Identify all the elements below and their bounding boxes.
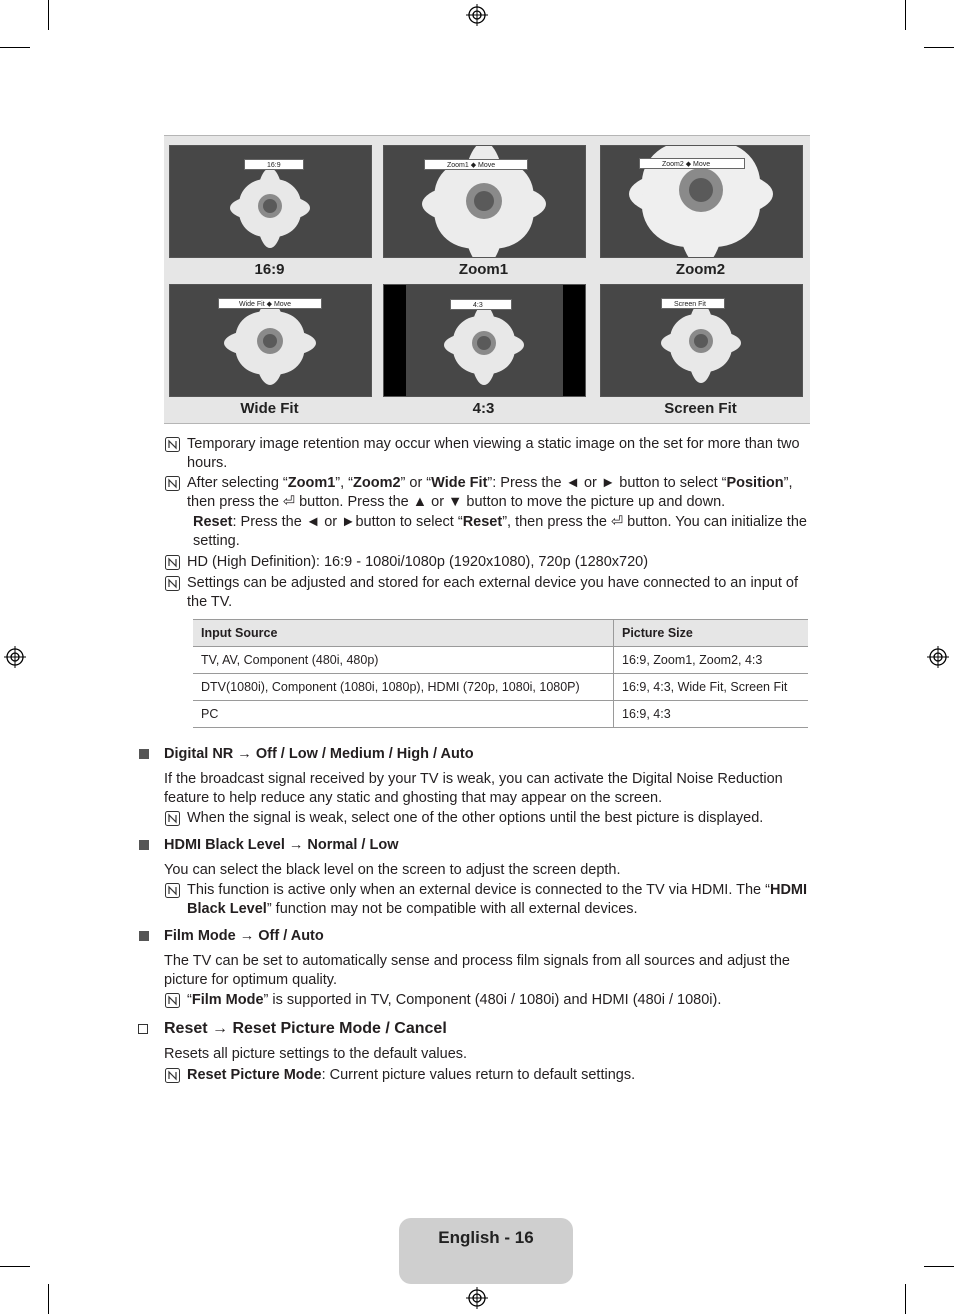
section-body: The TV can be set to automatically sense and process film signals from all sources and adjust the picture for optimum quality. xyxy=(164,953,790,988)
crop-mark xyxy=(905,0,906,30)
screen-image-zoom1 xyxy=(383,145,586,258)
crop-mark xyxy=(924,47,954,48)
note-fragment: Film Mode xyxy=(191,992,264,1008)
section-body: Resets all picture settings to the default values. xyxy=(164,1046,468,1062)
crop-mark xyxy=(905,1284,906,1314)
note-text: HD (High Definition): 16:9 - 1080i/1080p (1920x1080), 720p (1280x720) xyxy=(187,554,649,570)
note-fragment: : Current picture values return to default settings. xyxy=(321,1067,636,1083)
screen-image-zoom2 xyxy=(600,145,803,258)
screen-image-4-3 xyxy=(383,284,586,397)
note-fragment: ”, then press the ⏎ button. Press the ▲ or ▼ button to move the picture up and down. xyxy=(187,475,793,510)
bullet-square-icon xyxy=(139,931,149,941)
bullet-box-icon xyxy=(138,1024,148,1034)
osd-label: 16:9 xyxy=(244,159,304,170)
picture-size-figure xyxy=(164,135,810,424)
note-fragment: Reset xyxy=(462,514,503,530)
note-fragment: : Press the ◄ or ►button to select “ xyxy=(232,514,463,530)
crop-mark xyxy=(0,47,30,48)
crop-mark xyxy=(48,1284,49,1314)
note-icon xyxy=(165,476,180,491)
note-text xyxy=(187,881,817,919)
table-cell: 16:9, Zoom1, Zoom2, 4:3 xyxy=(614,647,809,674)
note-icon xyxy=(165,811,180,826)
screen-image-16-9 xyxy=(169,145,372,258)
note-icon xyxy=(165,883,180,898)
note-fragment: HDMI Black Level xyxy=(187,882,808,917)
note-fragment: ” is supported in TV, Component (480i / 1080i) and HDMI (480i / 1080i). xyxy=(263,992,722,1008)
table-cell: 16:9, 4:3, Wide Fit, Screen Fit xyxy=(614,674,809,701)
section-body: If the broadcast signal received by your TV is weak, you can activate the Digital Noise Reduction feature to help reduce any static and ghosting that may appear on the screen. xyxy=(164,771,783,806)
note-text xyxy=(187,1066,817,1085)
registration-mark-icon xyxy=(4,646,26,668)
page-number: English - 16 xyxy=(438,1228,534,1247)
note-fragment: ”, “ xyxy=(335,475,353,491)
note-icon xyxy=(165,993,180,1008)
note-text xyxy=(187,474,817,512)
section-heading: Digital NR → Off / Low / Medium / High / Auto xyxy=(164,746,474,762)
table-cell: PC xyxy=(193,701,614,728)
osd-label: Zoom1 ◆ Move xyxy=(424,159,528,170)
image-caption: Wide Fit xyxy=(240,400,299,417)
registration-mark-icon xyxy=(927,646,949,668)
note-text: When the signal is weak, select one of the other options until the best picture is displayed. xyxy=(187,810,764,826)
section-heading: HDMI Black Level → Normal / Low xyxy=(164,837,399,853)
image-caption: Zoom2 xyxy=(675,261,726,278)
osd-label: Screen Fit xyxy=(661,298,725,309)
table-cell: DTV(1080i), Component (1080i, 1080p), HDMI (720p, 1080i, 1080P) xyxy=(193,674,614,701)
image-caption: 16:9 xyxy=(254,261,285,278)
table-cell: TV, AV, Component (480i, 480p) xyxy=(193,647,614,674)
page-number-tab xyxy=(399,1218,573,1284)
note-fragment: After selecting “ xyxy=(187,475,288,491)
note-icon xyxy=(165,555,180,570)
table-header-row xyxy=(193,620,808,647)
note-fragment: Zoom1 xyxy=(287,475,336,491)
bullet-square-icon xyxy=(139,749,149,759)
note-fragment: Reset xyxy=(193,514,233,530)
crop-mark xyxy=(48,0,49,30)
note-icon xyxy=(165,1068,180,1083)
note-text: Temporary image retention may occur when viewing a static image on the set for more than two hours. xyxy=(187,436,800,471)
screen-image-wide-fit xyxy=(169,284,372,397)
crop-mark xyxy=(924,1266,954,1267)
note-icon xyxy=(165,576,180,591)
section-heading: Reset → Reset Picture Mode / Cancel xyxy=(164,1020,447,1037)
crop-mark xyxy=(0,1266,30,1267)
note-fragment: “ xyxy=(187,992,192,1008)
picture-size-table xyxy=(193,619,808,728)
reset-note-text xyxy=(193,513,813,551)
note-fragment: ” function may not be compatible with all external devices. xyxy=(266,901,638,917)
note-fragment: Position xyxy=(726,475,784,491)
note-fragment: ”, then press the ⏎ button. You can initialize the setting. xyxy=(193,514,807,549)
osd-label: Zoom2 ◆ Move xyxy=(639,158,745,169)
table-header: Picture Size xyxy=(614,620,809,647)
note-text xyxy=(187,991,817,1010)
table-row xyxy=(193,647,808,674)
note-fragment: Zoom2 xyxy=(353,475,401,491)
section-body: You can select the black level on the screen to adjust the screen depth. xyxy=(164,862,621,878)
image-caption: Screen Fit xyxy=(664,400,737,417)
section-heading: Film Mode → Off / Auto xyxy=(164,928,324,944)
image-caption: 4:3 xyxy=(472,400,495,417)
image-caption: Zoom1 xyxy=(458,261,509,278)
registration-mark-icon xyxy=(466,1287,488,1309)
screen-image-screen-fit xyxy=(600,284,803,397)
note-fragment: This function is active only when an external device is connected to the TV via HDMI. The “ xyxy=(187,882,770,898)
note-fragment: ”: Press the ◄ or ► button to select “ xyxy=(487,475,727,491)
note-fragment: Wide Fit xyxy=(431,475,488,491)
osd-label: 4:3 xyxy=(450,299,512,310)
osd-label: Wide Fit ◆ Move xyxy=(218,298,322,309)
registration-mark-icon xyxy=(466,4,488,26)
table-cell: 16:9, 4:3 xyxy=(614,701,809,728)
bullet-square-icon xyxy=(139,840,149,850)
table-header: Input Source xyxy=(193,620,614,647)
note-text: Settings can be adjusted and stored for each external device you have connected to an input of the TV. xyxy=(187,575,799,610)
table-row xyxy=(193,674,808,701)
table-row xyxy=(193,701,808,728)
note-fragment: Reset Picture Mode xyxy=(187,1067,322,1083)
note-icon xyxy=(165,437,180,452)
note-fragment: ” or “ xyxy=(400,475,432,491)
